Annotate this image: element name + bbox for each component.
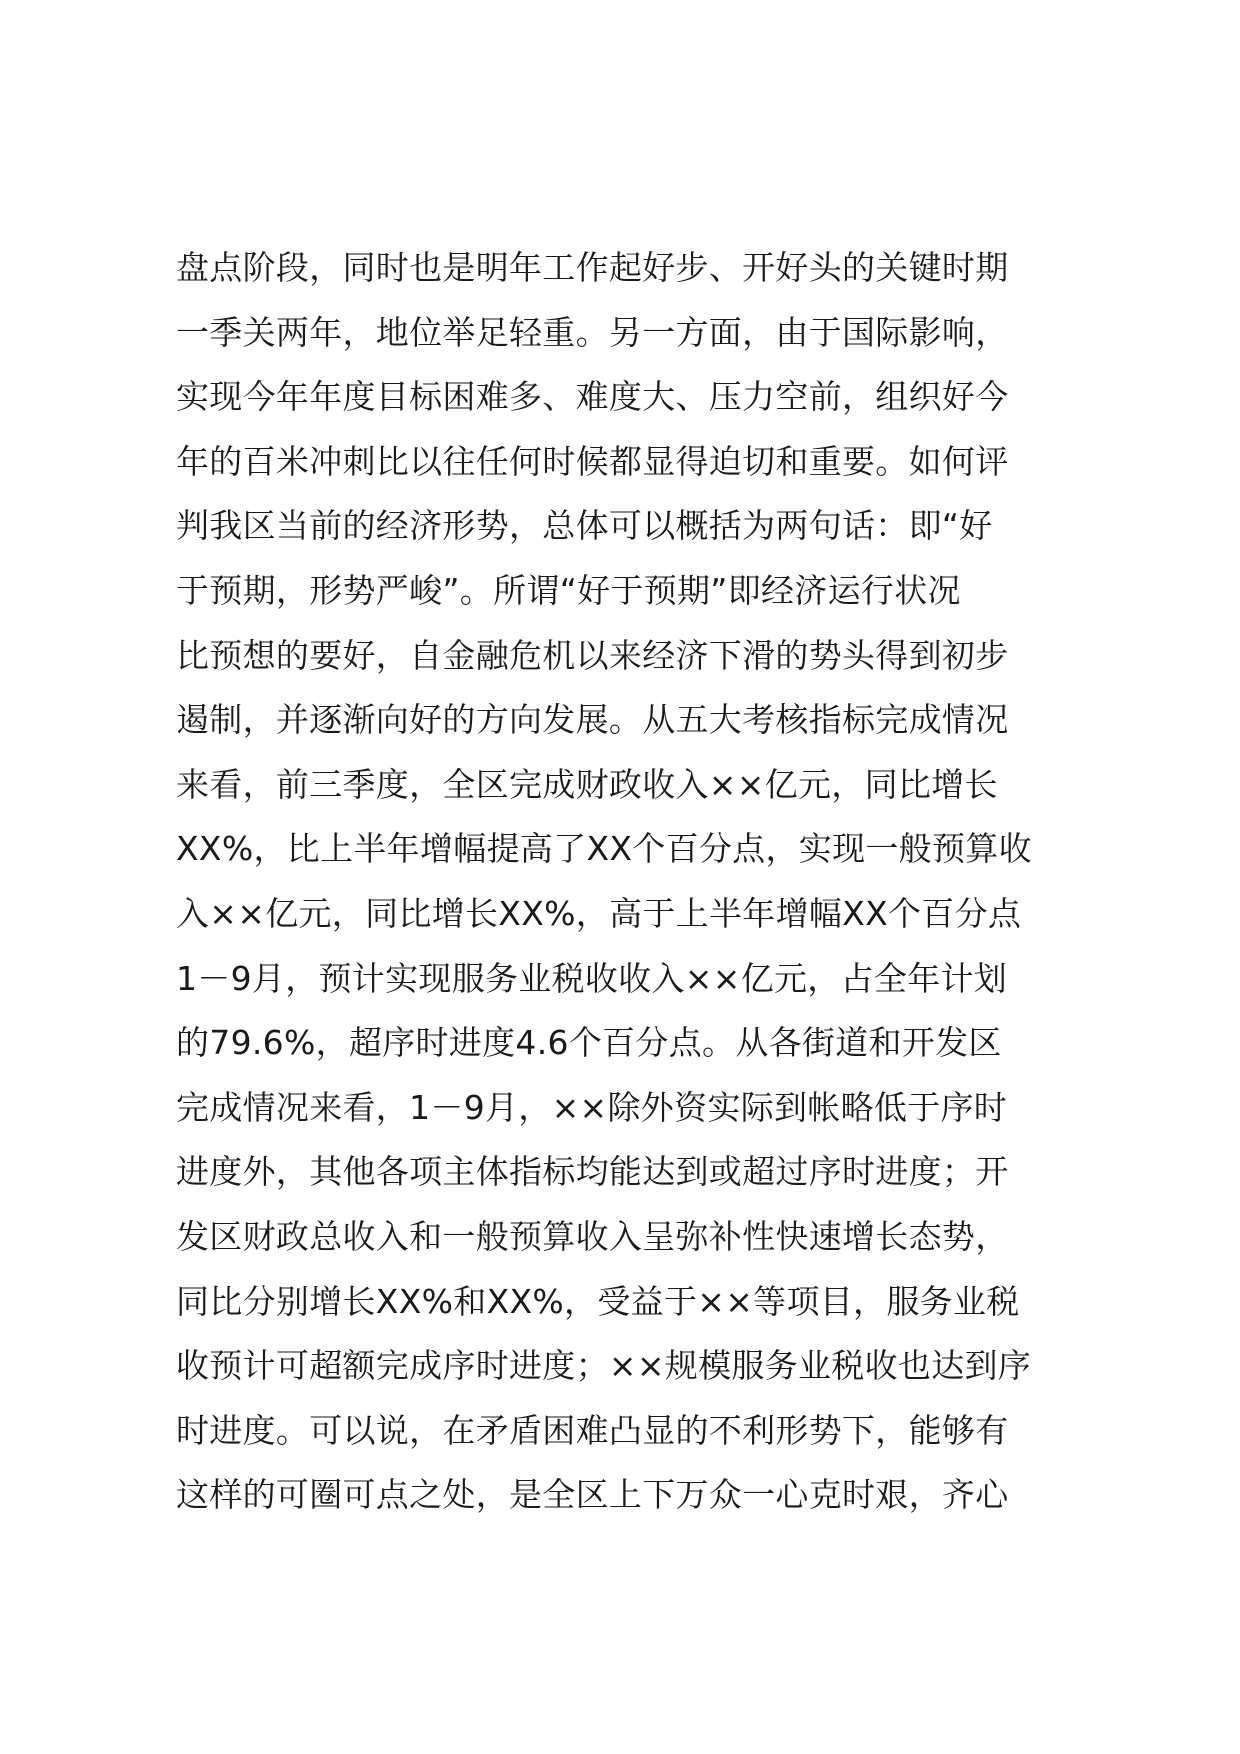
text-line: 同比分别增长XX%和XX%，受益于××等项目，服务业税 xyxy=(176,1281,1020,1321)
text-line: 1－9月，预计实现服务业税收收入××亿元，占全年计划 xyxy=(176,958,1008,998)
text-line: 的79.6%，超序时进度4.6个百分点。从各街道和开发区 xyxy=(176,1023,1002,1063)
text-line: 进度外，其他各项主体指标均能达到或超过序时进度；开 xyxy=(176,1152,1009,1192)
text-line: 这样的可圈可点之处，是全区上下万众一心克时艰，齐心 xyxy=(176,1475,1009,1515)
text-line: 收预计可超额完成序时进度；××规模服务业税收也达到序 xyxy=(176,1346,1032,1386)
body-paragraph xyxy=(176,236,1116,1528)
text-line: 盘点阶段，同时也是明年工作起好步、开好头的关键时期 xyxy=(176,248,1009,287)
text-line: 入××亿元，同比增长XX%，高于上半年增幅XX个百分点 xyxy=(176,893,1022,933)
text-line: 来看，前三季度，全区完成财政收入××亿元，同比增长 xyxy=(176,764,998,804)
text-line: 一季关两年，地位举足轻重。另一方面，由于国际影响， xyxy=(176,312,1009,352)
text-line: 时进度。可以说，在矛盾困难凸显的不利形势下，能够有 xyxy=(176,1410,1009,1450)
text-line: 发区财政总收入和一般预算收入呈弥补性快速增长态势， xyxy=(176,1216,1009,1256)
text-line: 年的百米冲刺比以往任何时候都显得迫切和重要。如何评 xyxy=(176,441,1009,481)
text-line: 判我区当前的经济形势，总体可以概括为两句话：即“好 xyxy=(176,506,993,546)
text-line: 比预想的要好，自金融危机以来经济下滑的势头得到初步 xyxy=(176,635,1009,675)
text-line: 于预期，形势严峻”。所谓“好于预期”即经济运行状况 xyxy=(176,570,961,610)
text-line: 实现今年年度目标困难多、难度大、压力空前，组织好今 xyxy=(176,377,1009,417)
text-line: 遏制，并逐渐向好的方向发展。从五大考核指标完成情况 xyxy=(176,700,1009,740)
text-line: 完成情况来看，1－9月，××除外资实际到帐略低于序时 xyxy=(176,1087,1008,1127)
text-line: XX%，比上半年增幅提高了XX个百分点，实现一般预算收 xyxy=(176,829,1032,869)
